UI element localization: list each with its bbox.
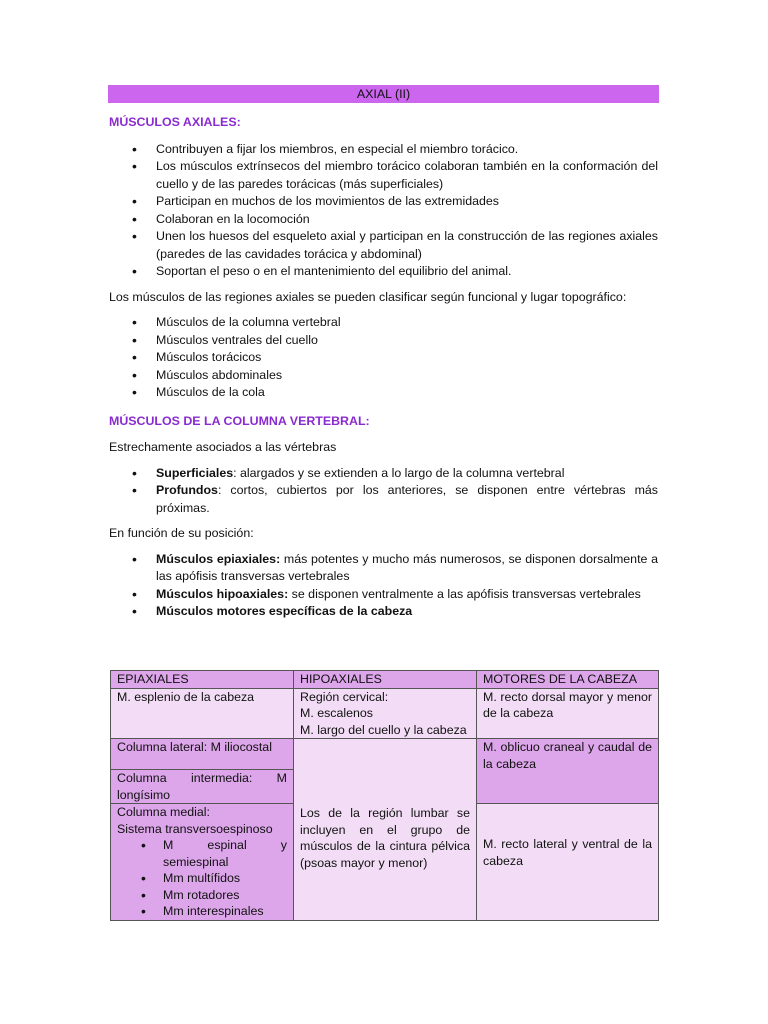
table-cell: M. esplenio de la cabeza <box>111 688 294 739</box>
term: Músculos hipoaxiales: <box>156 586 289 601</box>
list-item: • Músculos de la columna vertebral <box>109 314 658 332</box>
axial-muscles-list <box>109 141 658 281</box>
list-item <box>109 465 658 483</box>
list-item <box>109 586 658 604</box>
table-row <box>111 739 659 770</box>
term: Profundos <box>156 483 218 497</box>
cell-line: M. escalenos <box>300 706 374 720</box>
list-item: • Músculos ventrales del cuello <box>109 332 658 350</box>
table-header-row <box>111 671 659 689</box>
cell-line: Columna medial: <box>117 805 210 819</box>
list-item: • Mm multífidos <box>117 870 287 887</box>
header-cell-motores: MOTORES DE LA CABEZA <box>477 671 659 689</box>
list-item: • Mm rotadores <box>117 887 287 904</box>
list-item: • Músculos abdominales <box>109 367 658 385</box>
table-cell: M. recto lateral y ventral de la cabeza <box>477 804 659 921</box>
vertebrae-intro: Estrechamente asociados a las vértebras <box>109 440 337 454</box>
list-item: • Unen los huesos del esqueleto axial y participan en la construcción de las regiones axiales (paredes de las cavidades torácica y abdominal) <box>109 228 658 263</box>
classification-paragraph: Los músculos de las regiones axiales se pueden clasificar según funcional y lugar topográfico: <box>109 289 627 304</box>
list-item: • Contribuyen a fijar los miembros, en especial el miembro torácico. <box>109 141 658 159</box>
list-item: • Participan en muchos de los movimientos de las extremidades <box>109 193 658 211</box>
list-item: • Soportan el peso o en el mantenimiento del equilibrio del animal. <box>109 263 658 281</box>
muscle-classification-table <box>110 670 659 921</box>
description: se disponen ventralmente a las apófisis transversas vertebrales <box>288 586 641 601</box>
cell-line: Región cervical: <box>300 689 389 704</box>
depth-types-list <box>109 465 658 518</box>
list-item: • M espinal y semiespinal <box>117 837 287 870</box>
table-cell <box>294 688 477 739</box>
table-cell <box>111 804 294 921</box>
term: Músculos epiaxiales: <box>156 551 281 566</box>
regions-list <box>109 314 658 402</box>
cell-line: Sistema transversoespinoso <box>117 821 273 836</box>
description: : cortos, cubiertos por los anteriores, se disponen entre vértebras más próximas. <box>156 483 658 515</box>
section-heading-vertebral-column: MÚSCULOS DE LA COLUMNA VERTEBRAL: <box>109 413 370 428</box>
list-item <box>109 482 658 517</box>
description: : alargados y se extienden a lo largo de la columna vertebral <box>233 465 565 480</box>
medial-column-list <box>117 837 287 920</box>
table-row <box>111 688 659 739</box>
header-cell-hipoaxiales: HIPOAXIALES <box>294 671 477 689</box>
document-page <box>109 85 658 629</box>
section-heading-axial-muscles: MÚSCULOS AXIALES: <box>109 115 241 129</box>
table-cell: M. recto dorsal mayor y menor de la cabeza <box>477 688 659 739</box>
table-cell: Columna lateral: M iliocostal <box>111 739 294 770</box>
list-item: • Músculos de la cola <box>109 384 658 402</box>
cell-line: M. largo del cuello y la cabeza <box>300 722 467 737</box>
term: Músculos motores específicas de la cabeza <box>156 604 413 618</box>
list-item: • Músculos torácicos <box>109 349 658 367</box>
table-cell: Columna intermedia: M longísimo <box>111 770 294 804</box>
table-cell: Los de la región lumbar se incluyen en el grupo de músculos de la cintura pélvica (psoas mayor y menor) <box>294 739 477 921</box>
list-item: • Colaboran en la locomoción <box>109 211 658 229</box>
list-item <box>109 551 658 586</box>
list-item: • Los músculos extrínsecos del miembro torácico colaboran también en la conformación del cuello y de las paredes torácicas (más superficiales) <box>109 158 658 193</box>
list-item: • Mm interespinales <box>117 903 287 920</box>
list-item <box>109 603 658 621</box>
description: más potentes y mucho más numerosos, se disponen dorsalmente a las apófisis transversas vertebrales <box>156 551 658 583</box>
position-intro: En función de su posición: <box>109 526 254 540</box>
page-title: AXIAL (II) <box>108 85 659 103</box>
header-cell-epiaxiales: EPIAXIALES <box>111 671 294 689</box>
term: Superficiales <box>156 465 234 480</box>
table-cell: M. oblicuo craneal y caudal de la cabeza <box>477 739 659 804</box>
position-list <box>109 551 658 621</box>
